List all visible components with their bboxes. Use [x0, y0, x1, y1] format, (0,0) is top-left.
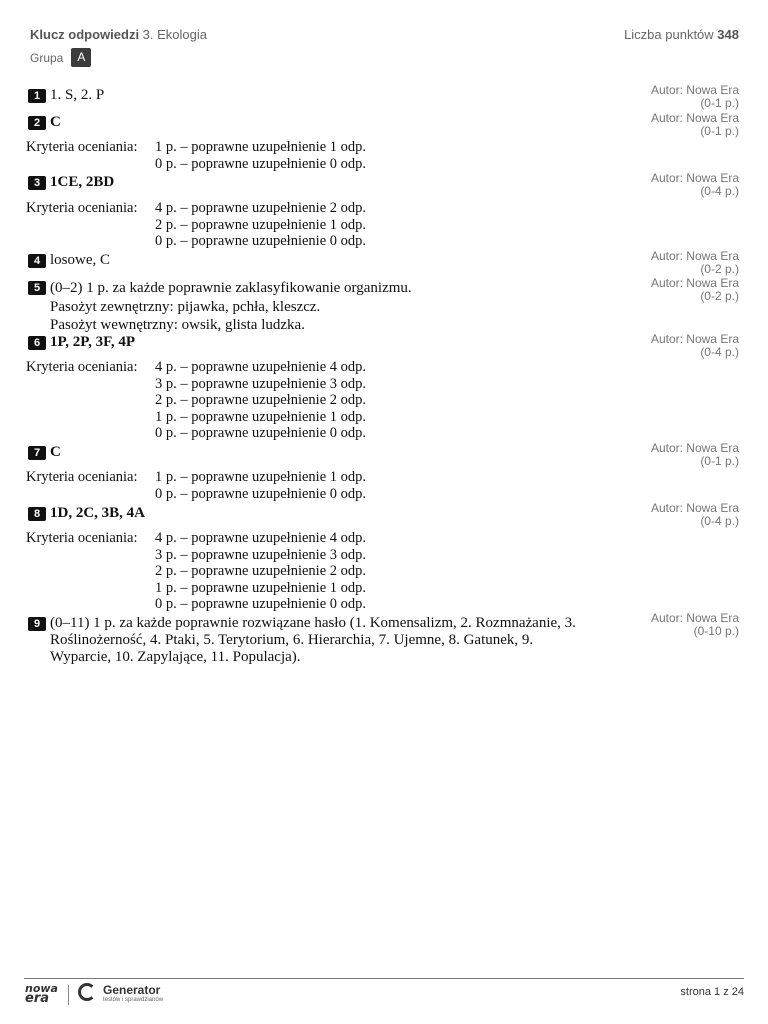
answer-line: (0–2) 1 p. za każde poprawnie zaklasyfikowanie organizmu. [50, 280, 412, 296]
page-number: strona 1 z 24 [680, 986, 744, 998]
answer-line: Roślinożerność, 4. Ptaki, 5. Terytorium, 6. Hierarchia, 7. Ujemne, 8. Gatunek, 9. [50, 632, 534, 648]
criteria-line: 2 p. – poprawne uzupełnienie 2 odp. [155, 392, 367, 408]
points-range: (0-4 p.) [700, 514, 739, 528]
document-title [30, 27, 207, 42]
author-info-5 [651, 277, 739, 303]
generator-g-icon [78, 983, 96, 1001]
criteria-line: 1 p. – poprawne uzupełnienie 1 odp. [155, 408, 367, 425]
answer-item-6 [28, 334, 135, 351]
points-range: (0-2 p.) [700, 262, 739, 276]
criteria-line: 1 p. – poprawne uzupełnienie 1 odp. [155, 469, 367, 485]
item-number-badge: 7 [28, 446, 46, 460]
criteria-line: 3 p. – poprawne uzupełnienie 3 odp. [155, 546, 367, 563]
answer-line: Wyparcie, 10. Zapylające, 11. Populacja). [50, 649, 301, 665]
answer-text: 1CE, 2BD [50, 174, 115, 190]
criteria-label: Kryteria oceniania: [26, 530, 138, 546]
item-number-badge: 6 [28, 336, 46, 350]
item-number-badge: 9 [28, 617, 46, 631]
criteria-label: Kryteria oceniania: [26, 469, 138, 485]
answer-text: 1P, 2P, 3F, 4P [50, 334, 136, 350]
author-label: Autor: Nowa Era [650, 83, 739, 97]
criteria-label: Kryteria oceniania: [26, 359, 138, 375]
logo-nowa-text: nowa [25, 982, 58, 995]
title-bold: Klucz odpowiedzi [30, 27, 140, 42]
criteria-line: 0 p. – poprawne uzupełnienie 0 odp. [155, 485, 367, 502]
points-range: (0-4 p.) [700, 345, 739, 359]
logo-separator [68, 985, 69, 1005]
criteria-line: 4 p. – poprawne uzupełnienie 2 odp. [155, 200, 367, 216]
criteria-label: Kryteria oceniania: [26, 139, 138, 155]
answer-item-9 [28, 615, 576, 666]
generator-logo-text: Generator [103, 983, 161, 997]
author-info-2 [651, 112, 739, 138]
author-label: Autor: Nowa Era [650, 441, 739, 455]
criteria-line: 1 p. – poprawne uzupełnienie 1 odp. [155, 579, 367, 596]
answer-item-3 [28, 174, 114, 191]
answer-text: losowe, C [50, 252, 110, 268]
answer-text: C [50, 114, 61, 130]
criteria-line: 0 p. – poprawne uzupełnienie 0 odp. [155, 155, 367, 172]
item-number-badge: 1 [28, 89, 46, 103]
author-info-7 [651, 442, 739, 468]
author-label: Autor: Nowa Era [650, 171, 739, 185]
answer-item-8 [28, 505, 145, 522]
author-label: Autor: Nowa Era [650, 332, 739, 346]
group-indicator [30, 48, 91, 67]
points-value: 348 [717, 27, 739, 42]
criteria-line: 2 p. – poprawne uzupełnienie 2 odp. [155, 563, 367, 579]
answer-text: C [50, 444, 61, 460]
answer-item-2 [28, 114, 61, 131]
answer-item-4 [28, 252, 110, 269]
item-number-badge: 2 [28, 116, 46, 130]
item-number-badge: 3 [28, 176, 46, 190]
author-label: Autor: Nowa Era [650, 611, 739, 625]
author-label: Autor: Nowa Era [650, 111, 739, 125]
answer-text: 1. S, 2. P [50, 87, 105, 103]
criteria-line: 0 p. – poprawne uzupełnienie 0 odp. [155, 233, 367, 249]
answer-item-1 [28, 87, 104, 104]
author-label: Autor: Nowa Era [650, 276, 739, 290]
points-total [624, 27, 739, 42]
author-info-4 [651, 250, 739, 276]
points-range: (0-1 p.) [700, 454, 739, 468]
points-range: (0-1 p.) [700, 96, 739, 110]
criteria-line: 0 p. – poprawne uzupełnienie 0 odp. [155, 425, 367, 441]
answer-text: 1D, 2C, 3B, 4A [50, 505, 146, 521]
author-info-8 [651, 502, 739, 528]
group-label: Grupa [30, 50, 64, 65]
points-range: (0-10 p.) [693, 624, 739, 638]
logo-era-text: era [25, 991, 50, 1006]
group-badge: A [71, 48, 91, 67]
item-number-badge: 4 [28, 254, 46, 268]
title-rest: 3. Ekologia [139, 27, 207, 42]
footer-divider [24, 978, 744, 979]
answer-line: Pasożyt zewnętrzny: pijawka, pchła, kleszcz. [50, 298, 321, 315]
criteria-line: 4 p. – poprawne uzupełnienie 4 odp. [155, 359, 367, 375]
author-info-9 [651, 612, 739, 638]
author-info-3 [651, 172, 739, 198]
answer-line: (0–11) 1 p. za każde poprawnie rozwiązane hasło (1. Komensalizm, 2. Rozmnażanie, 3. [50, 615, 576, 631]
answer-item-5 [28, 279, 412, 335]
points-range: (0-1 p.) [700, 124, 739, 138]
author-label: Autor: Nowa Era [650, 249, 739, 263]
criteria-line: 2 p. – poprawne uzupełnienie 1 odp. [155, 216, 367, 233]
criteria-line: 3 p. – poprawne uzupełnienie 3 odp. [155, 375, 367, 392]
criteria-line: 1 p. – poprawne uzupełnienie 1 odp. [155, 139, 367, 155]
criteria-label: Kryteria oceniania: [26, 200, 138, 216]
item-number-badge: 8 [28, 507, 46, 521]
points-label: Liczba punktów [624, 27, 718, 42]
item-number-badge: 5 [28, 281, 46, 295]
points-range: (0-4 p.) [700, 184, 739, 198]
points-range: (0-2 p.) [700, 289, 739, 303]
generator-subtitle: testów i sprawdzianów [103, 997, 164, 1003]
nowa-era-logo [25, 984, 58, 1004]
author-label: Autor: Nowa Era [650, 501, 739, 515]
criteria-line: 0 p. – poprawne uzupełnienie 0 odp. [155, 596, 367, 612]
criteria-line: 4 p. – poprawne uzupełnienie 4 odp. [155, 530, 367, 546]
answer-item-7 [28, 444, 61, 461]
author-info-6 [651, 333, 739, 359]
author-info-1 [651, 84, 739, 110]
answer-line: Pasożyt wewnętrzny: owsik, glista ludzka. [50, 317, 305, 333]
